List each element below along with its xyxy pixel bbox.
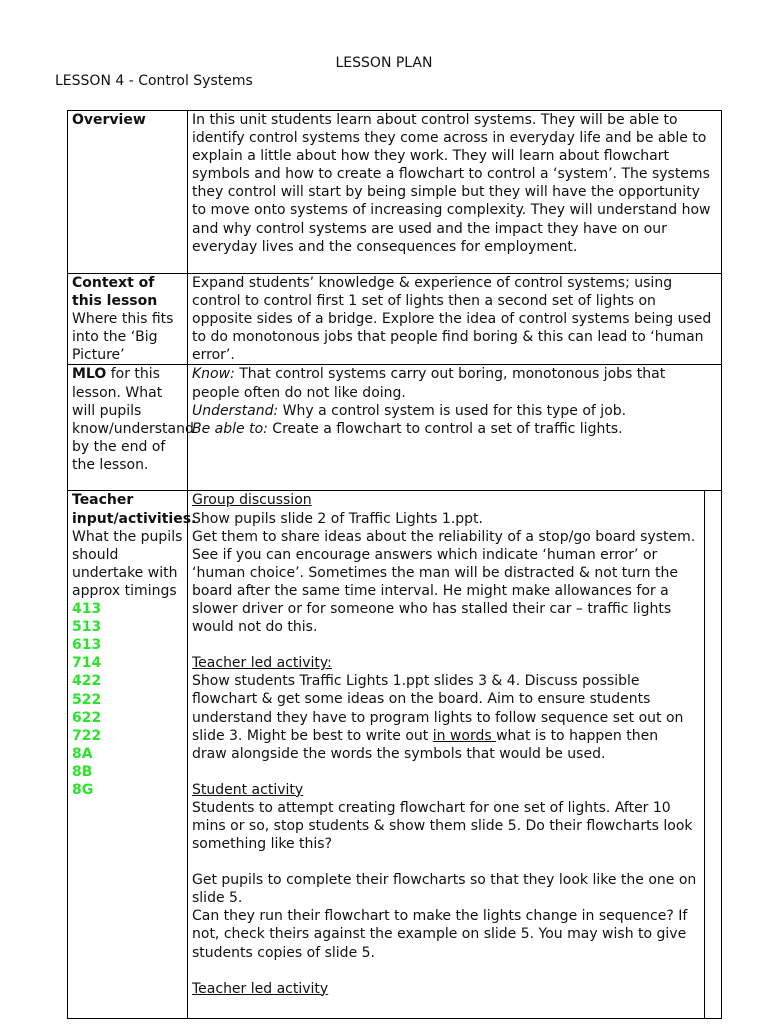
teacher-sublabel: What the pupils should undertake with approx timings: [72, 528, 183, 599]
mlo-able: [192, 420, 717, 438]
context-row: [68, 274, 722, 365]
context-label-cell: [68, 274, 188, 365]
mlo-understand: [192, 402, 717, 420]
mlo-row: [68, 365, 722, 491]
class-code: 8B: [72, 763, 93, 780]
class-code: 8G: [72, 781, 94, 798]
teacher-content-cell: [188, 491, 722, 1019]
understand-text: Why a control system is used for this type of job.: [278, 402, 627, 419]
class-codes-list: [72, 600, 183, 799]
teacher-led-heading: Teacher led activity:: [192, 655, 332, 672]
lesson-title: LESSON 4 - Control Systems: [55, 73, 253, 89]
teacher-label-cell: [68, 491, 197, 1019]
lesson-plan-table: [67, 110, 722, 1019]
student-activity-p3: Can they run their flowchart to make the lights change in sequence? If not, check theirs against the example on slide 5. You may wish to give students copies of slide 5.: [192, 908, 688, 961]
class-code: 613: [72, 637, 102, 654]
student-activity-heading: Student activity: [192, 781, 304, 798]
group-discussion-p2: Get them to share ideas about the reliability of a stop/go board system. See if you can encourage answers which indicate ‘human error’ or ‘human choice’. Sometimes the man will be distracted & not turn the board after the same time interval. He might make allowances for a slower driver or for someone who has stalled their car – traffic lights would not do this.: [192, 528, 696, 636]
mlo-know: [192, 365, 717, 401]
spacer: [192, 853, 697, 871]
know-label: Know:: [192, 366, 235, 383]
teacher-led-heading-2: Teacher led activity: [192, 980, 329, 997]
context-text: Expand students’ knowledge & experience of control systems; using control to control first 1 set of lights then a second set of lights on opposite sides of a bridge. Explore the idea of control systems being used to do monotonous jobs that people find boring & this can lead to ‘human error’.: [192, 275, 712, 364]
teacher-led-p1-before: Show students Traffic Lights 1.ppt slides 3 & 4. Discuss possible flowchart & get some ideas on the board. Aim to ensure students understand they have to program lights to follow sequence set out on slide 3. Might be best to write out: [192, 673, 684, 744]
mlo-label-cell: [68, 365, 194, 491]
able-label: Be able to:: [192, 420, 268, 437]
context-sublabel: Where this fits into the ‘Big Picture’: [72, 311, 174, 364]
overview-row: [68, 111, 722, 274]
mlo-sublabel: for this lesson. What will pupils know/understand by the end of the lesson.: [72, 366, 194, 473]
overview-label: Overview: [72, 112, 146, 128]
spacer: [192, 636, 697, 654]
document-title: LESSON PLAN: [335, 55, 433, 71]
mlo-content-cell: [188, 365, 722, 491]
teacher-row: [68, 491, 722, 1019]
know-text: That control systems carry out boring, monotonous jobs that people often do not like doing.: [192, 366, 666, 401]
context-label: Context of this lesson: [72, 275, 158, 310]
class-code: 522: [72, 691, 102, 708]
spacer: [192, 763, 697, 781]
overview-text: In this unit students learn about control systems. They will be able to identify control systems they come across in everyday life and be able to explain a little about how they work. They will learn about flowchart symbols and how to create a flowchart to control a ‘system’. The systems they control will start by being simple but they will have the opportunity to move onto systems of increasing complexity. They will understand how and why control systems are used and the impact they have on our everyday lives and the consequences for employment.: [192, 112, 711, 255]
group-discussion-heading: Group discussion: [192, 492, 312, 509]
class-code: 513: [72, 619, 102, 636]
class-code: 722: [72, 727, 102, 744]
class-code: 422: [72, 673, 102, 690]
overview-content-cell: [188, 111, 722, 274]
class-code: 8A: [72, 745, 93, 762]
teacher-led-p1-underlined: in words: [432, 727, 497, 744]
overview-label-cell: [68, 111, 188, 274]
group-discussion-p1: Show pupils slide 2 of Traffic Lights 1.ppt.: [192, 510, 483, 527]
teacher-led-p1: [192, 672, 697, 762]
context-content-cell: [188, 274, 722, 365]
student-activity-p1: Students to attempt creating flowchart for one set of lights. After 10 mins or so, stop students & show them slide 5. Do their flowcharts look something like this?: [192, 799, 693, 853]
class-code: 413: [72, 601, 102, 618]
able-text: Create a flowchart to control a set of traffic lights.: [267, 420, 623, 437]
teacher-led-p1-after: what is to happen then draw alongside the words the symbols that would be used.: [192, 727, 659, 762]
understand-label: Understand:: [192, 402, 279, 419]
class-code: 622: [72, 709, 102, 726]
teacher-label: Teacher input/activities.: [72, 492, 197, 527]
spacer: [192, 962, 697, 980]
mlo-label: MLO: [72, 366, 107, 383]
class-code: 714: [72, 655, 102, 672]
inner-column-rule: [704, 491, 705, 1018]
student-activity-p2: Get pupils to complete their flowcharts so that they look like the one on slide 5.: [192, 872, 697, 907]
